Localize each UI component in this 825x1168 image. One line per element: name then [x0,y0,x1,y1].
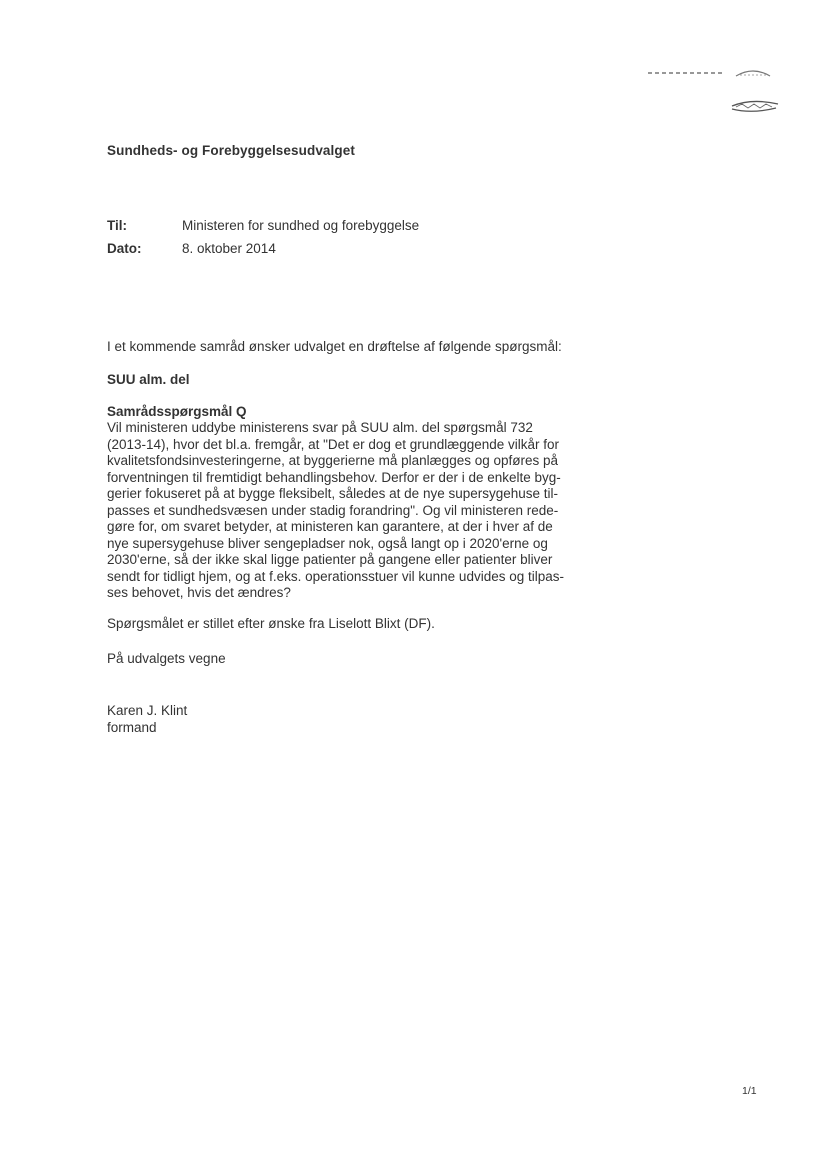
question-line: nye supersygehuse bliver sengepladser nok, også langt op i 2020'erne og [107,535,548,551]
to-value: Ministeren for sundhed og forebyggelse [182,218,420,233]
section-heading: SUU alm. del [107,372,190,387]
question-body [107,420,577,602]
signature-block [107,703,187,736]
signer-name: Karen J. Klint [107,703,188,718]
asker-note: Spørgsmålet er stillet efter ønske fra Liselott Blixt (DF). [107,616,435,631]
page-number: 1/1 [742,1085,757,1097]
question-line: forventningen til fremtidigt behandlingsbehov. Derfor er der i de enkelte byg- [107,469,561,485]
question-line: 2030'erne, så der ikke skal ligge patienter på gangene eller patienter bliver [107,552,553,567]
date-label: Dato: [107,241,142,256]
to-label: Til: [107,218,127,233]
committee-name: Sundheds- og Forebyggelsesudvalget [107,143,355,158]
signer-title: formand [107,719,157,735]
question-line: kvalitetsfondsinvesteringerne, at byggerierne må planlægges og opføres på [107,453,559,468]
folketinget-logo [640,62,785,122]
question-line: gøre for, om svaret betyder, at ministeren kan garantere, at der i hver af de [107,519,553,534]
question-line: Vil ministeren uddybe ministerens svar på SUU alm. del spørgsmål 732 [107,420,533,435]
question-line: gerier fokuseret på at bygge fleksibelt, således at de nye supersygehuse til- [107,486,559,501]
date-value: 8. oktober 2014 [182,241,276,256]
question-line: (2013-14), hvor det bl.a. fremgår, at "Det er dog et grundlæggende vilkår for [107,436,560,452]
intro-text: I et kommende samråd ønsker udvalget en drøftelse af følgende spørgsmål: [107,339,562,354]
question-title: Samrådsspørgsmål Q [107,404,247,419]
question-line: sendt for tidligt hjem, og at f.eks. operationsstuer vil kunne udvides og tilpas- [107,568,564,584]
on-behalf-text: På udvalgets vegne [107,651,226,666]
question-line: ses behovet, hvis det ændres? [107,585,291,600]
question-line: passes et sundhedsvæsen under stadig forandring". Og vil ministeren rede- [107,502,559,518]
